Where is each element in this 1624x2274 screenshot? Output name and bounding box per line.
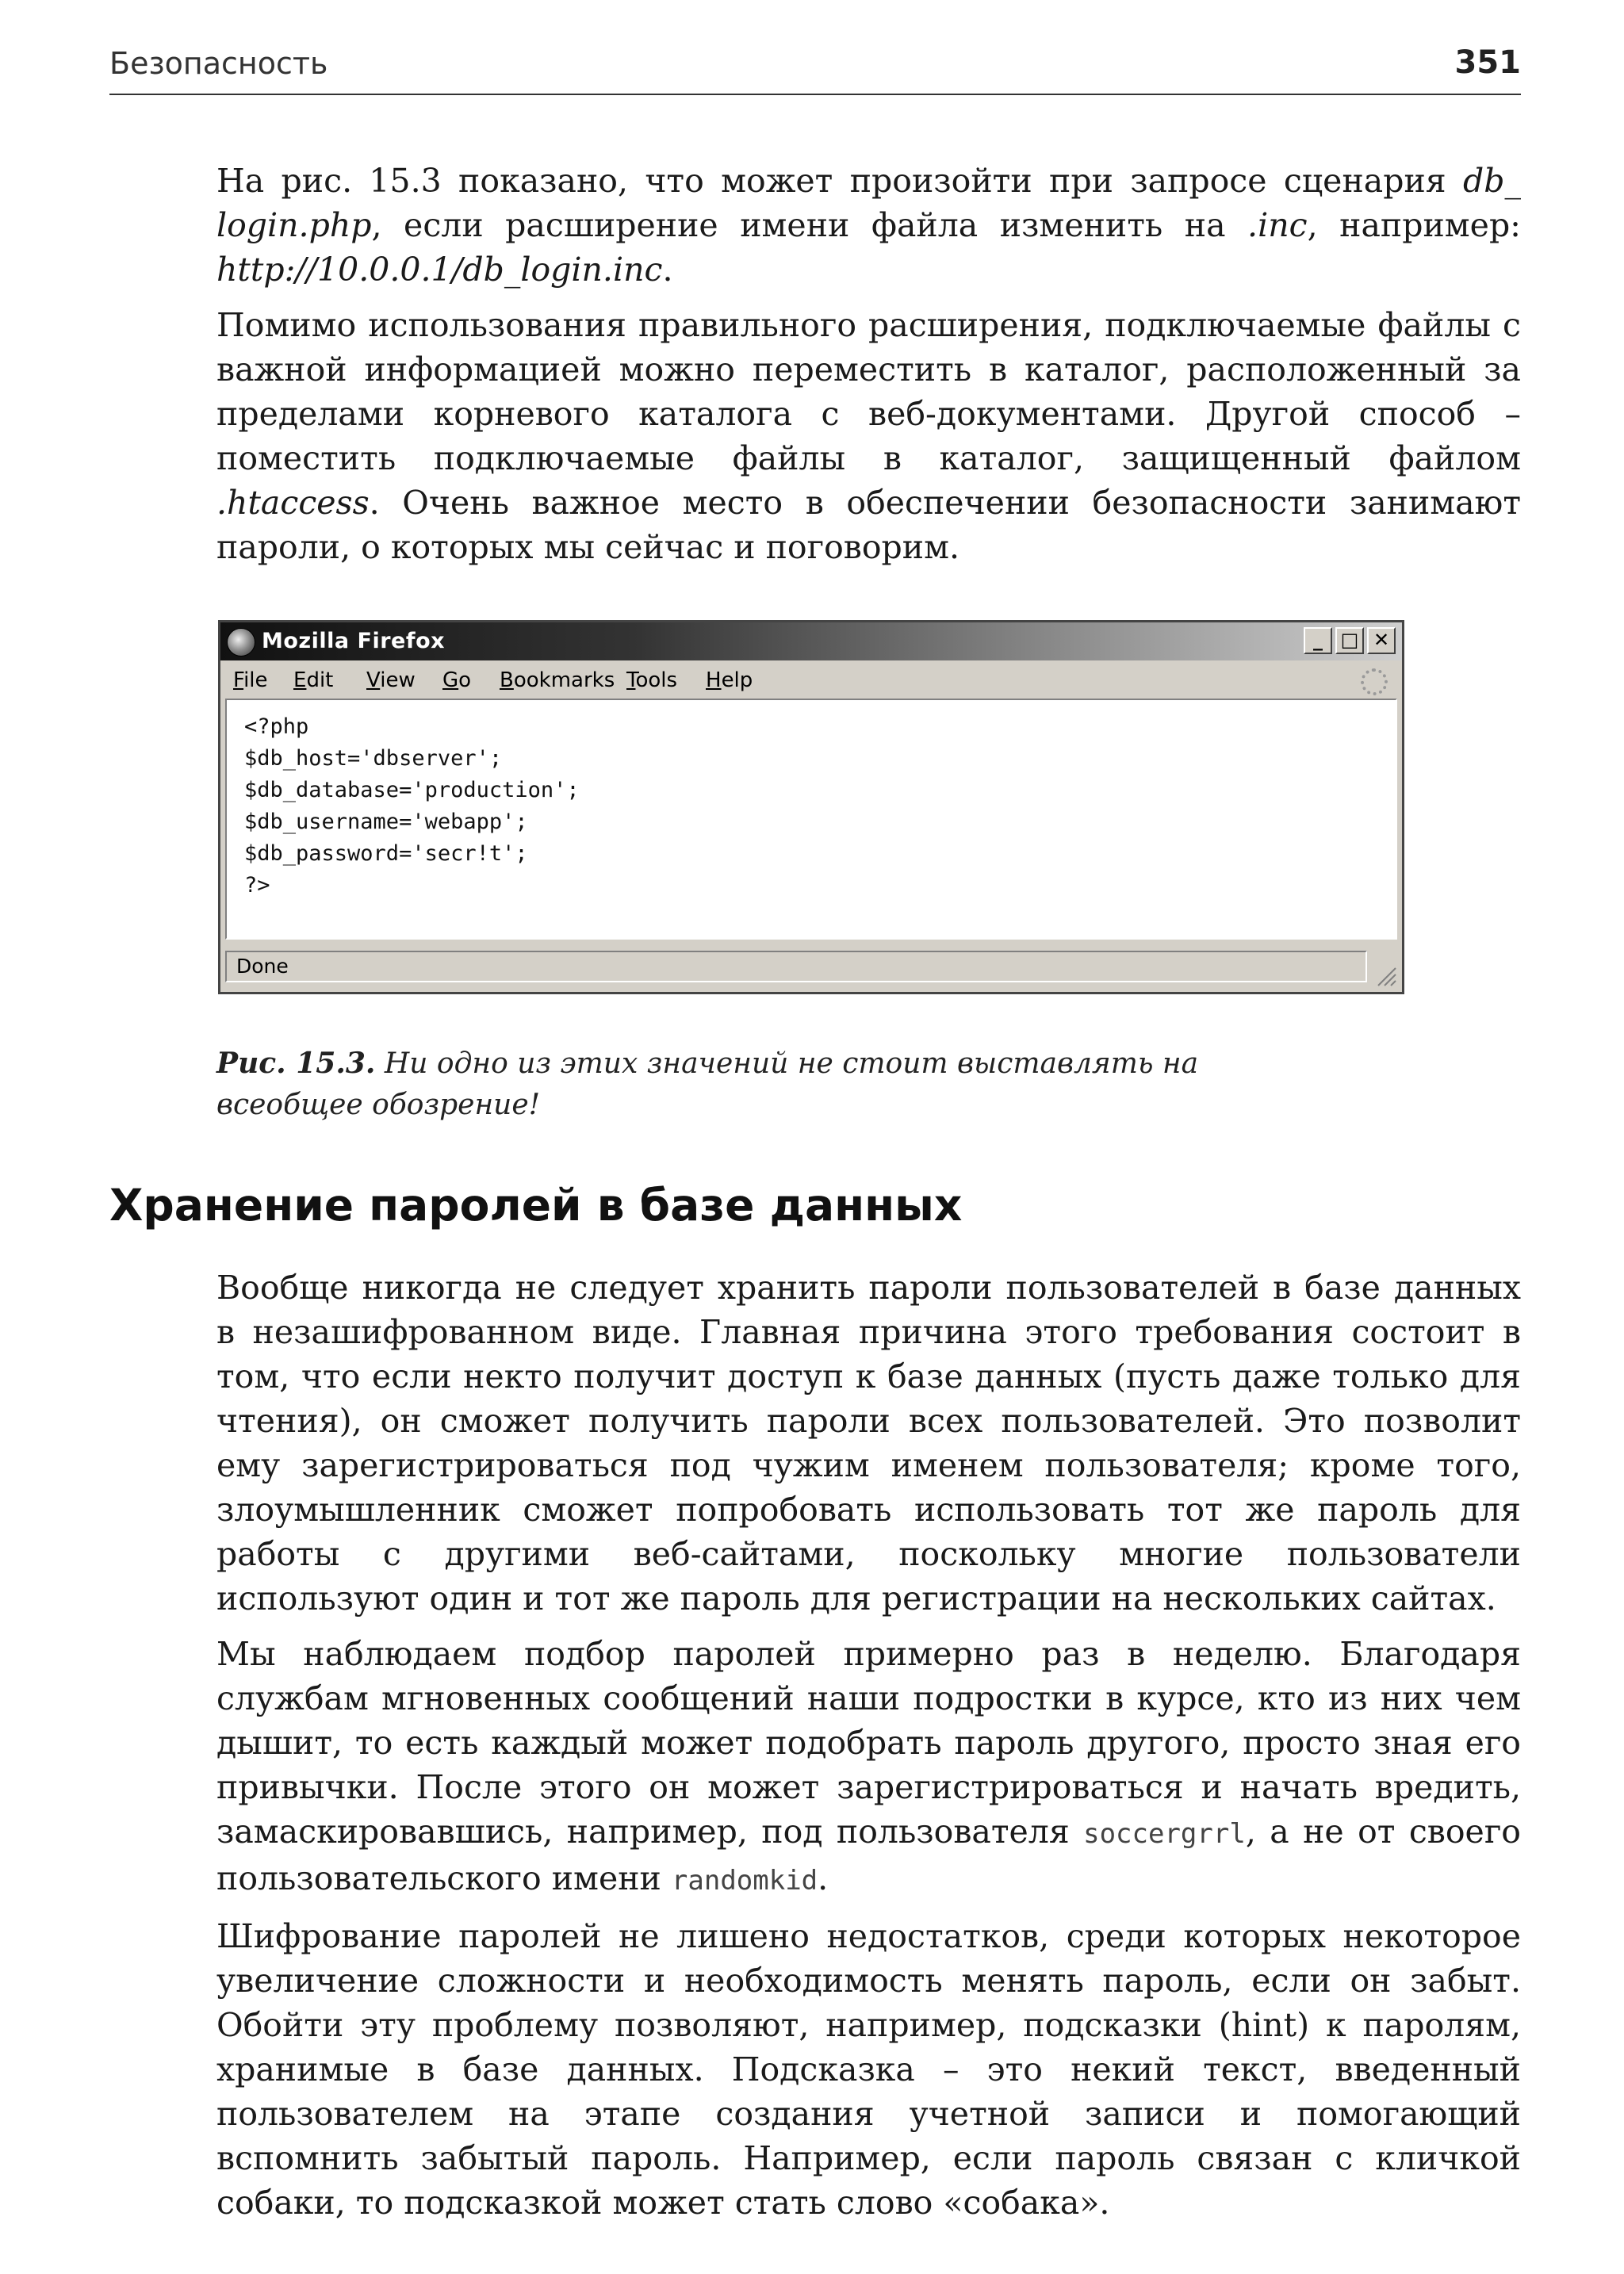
page-content-area[interactable]	[225, 699, 1397, 940]
caption-label: Рис. 15.3.	[216, 1047, 376, 1080]
htaccess-italic: .htaccess	[216, 484, 370, 522]
menu-help[interactable]: Help	[706, 668, 753, 692]
maximize-button[interactable]: □	[1335, 627, 1364, 654]
running-head	[109, 46, 1521, 95]
throbber-icon	[1361, 668, 1388, 695]
status-text: Done	[236, 955, 289, 978]
menu-edit[interactable]: Edit	[293, 668, 334, 692]
extension-italic: .inc	[1247, 206, 1308, 244]
filename-italic: db_ login.php	[216, 162, 1521, 244]
paragraph: Мы наблюдаем подбор паролей примерно раз в неделю. Благодаря службам мгновенных сообщений наши подростки в курсе, кто из них чем дышит, то есть каждый может подобрать пароль другого, просто зная его привычки. После этого он может зарегистрироваться и начать вредить, замаскировавшись, например, под пользователя soccergrrl, а не от своего пользовательского имени randomkid.	[216, 1635, 1521, 1897]
menu-tools[interactable]: Tools	[626, 668, 678, 692]
figure-caption	[216, 1043, 1327, 1126]
menu-bookmarks[interactable]: Bookmarks	[500, 668, 615, 692]
status-panel	[225, 951, 1367, 982]
paragraph: На рис. 15.3 показано, что может произойти при запросе сценария db_ login.php, если расширение имени файла изменить на .inc, например: http://10.0.0.1/db_login.inc.	[216, 162, 1521, 289]
caption-text: Ни одно из этих значений не стоит выставлять на всеобщее обозрение!	[216, 1047, 1199, 1121]
firefox-window-figure	[218, 620, 1404, 994]
menu-go[interactable]: Go	[442, 668, 472, 692]
window-titlebar	[220, 622, 1402, 660]
paragraph: Шифрование паролей не лишено недостатков, среди которых некоторое увеличение сложности и необходимость менять пароль, если он забыт. Обойти эту проблему позволяют, например, подсказки (hint) к паролям, хранимые в базе данных. Подсказка – это некий текст, введенный пользователем на этапе создания учетной записи и помогающий вспомнить забытый пароль. Например, если пароль связан с кличкой собаки, то подсказкой может стать слово «собака».	[216, 1917, 1521, 2222]
section-text-block	[216, 1265, 1521, 2236]
menu-view[interactable]: View	[366, 668, 416, 692]
paragraph: Помимо использования правильного расширения, подключаемые файлы с важной информацией можно переместить в каталог, расположенный за пределами корневого каталога с веб-документами. Другой способ – поместить подключаемые файлы в каталог, защищенный файлом .htaccess. Очень важное место в обеспечении безопасности занимают пароли, о которых мы сейчас и поговорим.	[216, 306, 1521, 566]
status-bar	[220, 943, 1402, 992]
minimize-button[interactable]: _	[1304, 627, 1332, 654]
php-source-code: <?php $db_host='dbserver'; $db_database='production'; $db_username='webapp'; $db_password='secr!t'; ?>	[244, 714, 580, 898]
username-code: randomkid	[671, 1865, 818, 1897]
menu-file[interactable]: File	[233, 668, 268, 692]
section-heading: Хранение паролей в базе данных	[109, 1180, 963, 1231]
resize-grip-icon[interactable]	[1373, 963, 1397, 987]
url-italic: http://10.0.0.1/db_login.inc	[216, 251, 663, 289]
running-head-section: Безопасность	[109, 46, 328, 81]
firefox-logo-icon	[227, 628, 255, 657]
close-button[interactable]: ✕	[1367, 627, 1396, 654]
window-title: Mozilla Firefox	[262, 629, 446, 653]
page-number: 351	[1454, 44, 1521, 81]
username-code: soccergrrl	[1083, 1818, 1246, 1850]
paragraph: Вообще никогда не следует хранить пароли пользователей в базе данных в незашифрованном виде. Главная причина этого требования состоит в том, что если некто получит доступ к базе данных (пусть даже только для чтения), он сможет получить пароли всех пользователей. Это позволит ему зарегистрироваться под чужим именем пользователя; кроме того, злоумышленник сможет попробовать использовать тот же пароль для работы с другими веб-сайтами, поскольку многие пользователи используют один и тот же пароль для регистрации на нескольких сайтах.	[216, 1269, 1521, 1617]
intro-text-block	[216, 159, 1521, 580]
menu-bar	[220, 660, 1402, 697]
